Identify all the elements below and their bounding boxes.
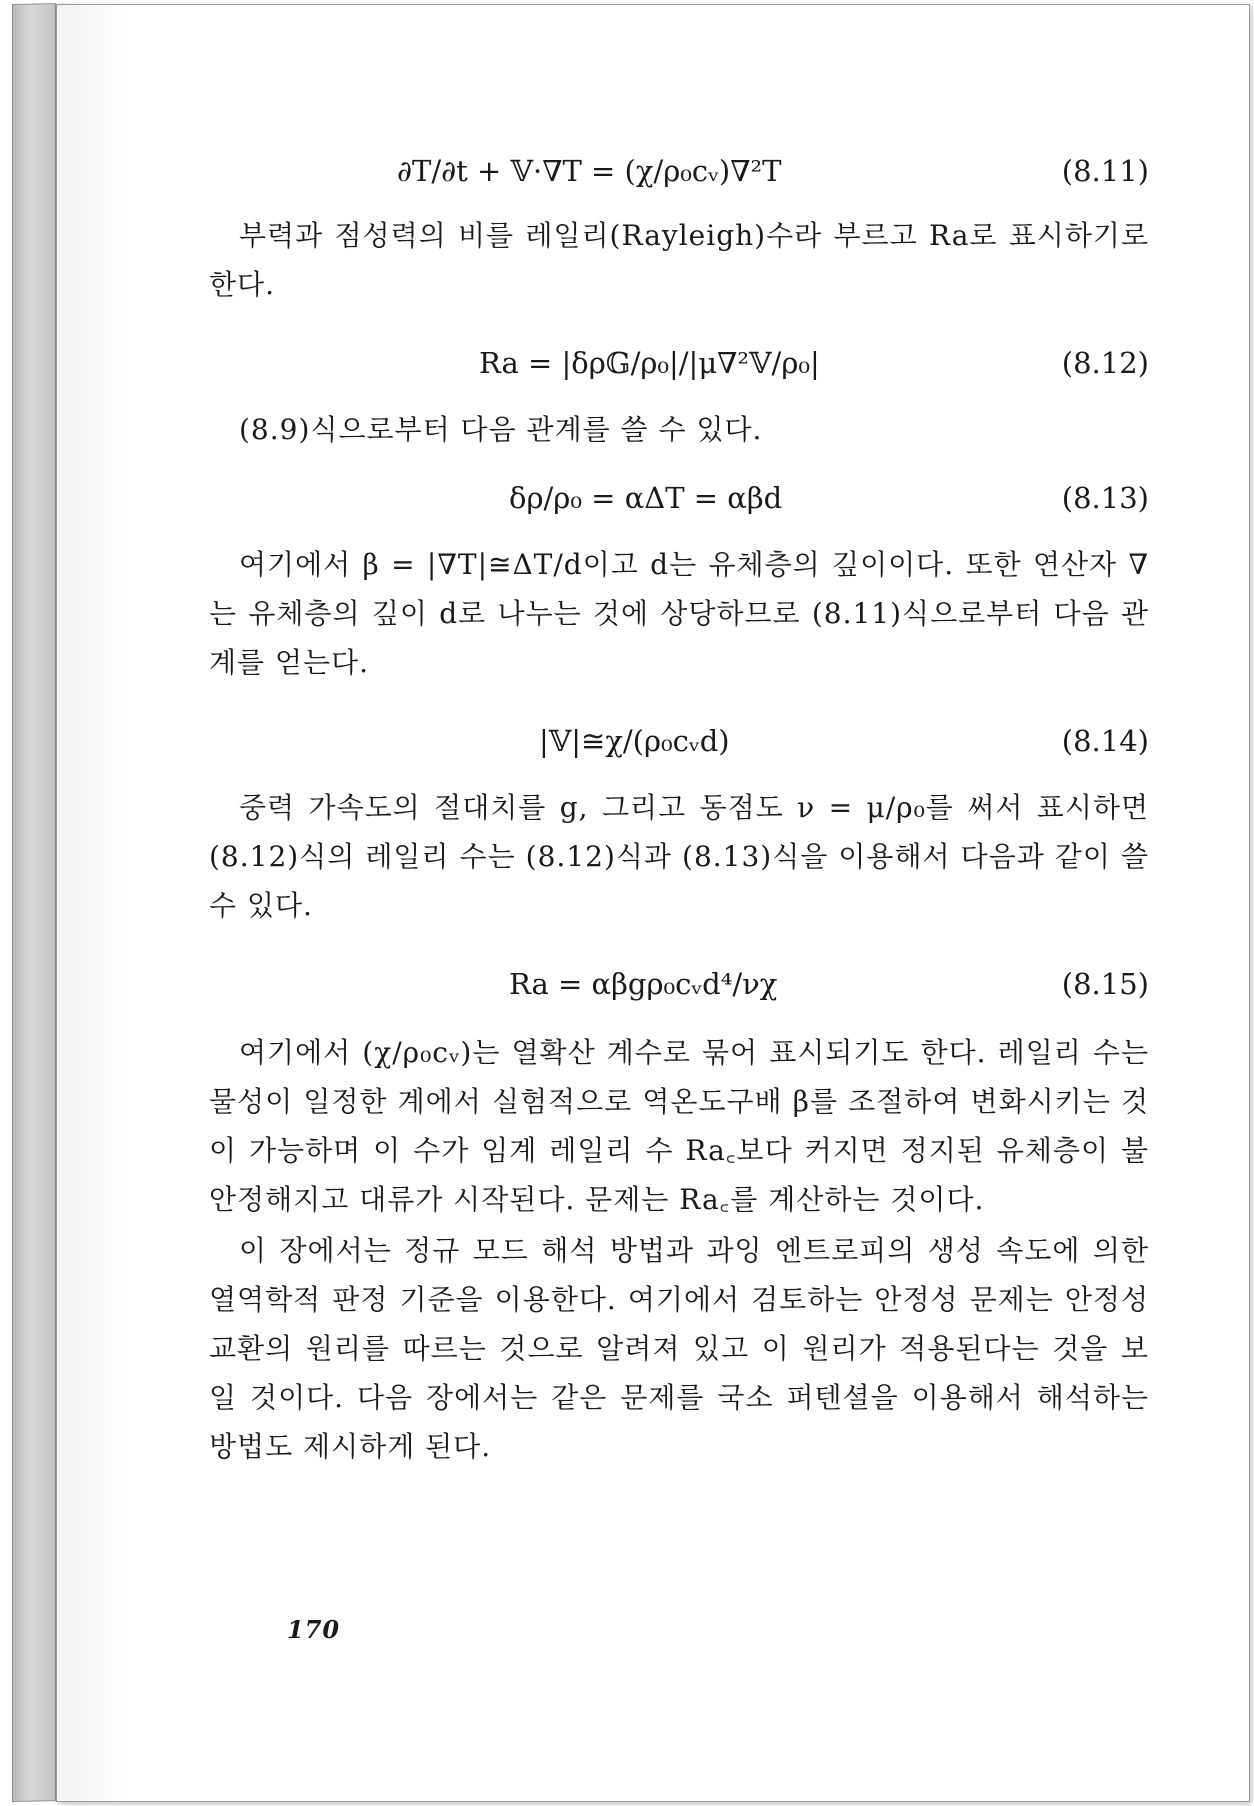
equation-number: (8.12) <box>1061 346 1149 380</box>
equation-8-15 <box>209 958 1149 1010</box>
paragraph: 이 장에서는 정규 모드 해석 방법과 과잉 엔트로피의 생성 속도에 의한 열역학적 판정 기준을 이용한다. 여기에서 검토하는 안정성 문제는 안정성 교환의 원리를 따르는 것으로 알려져 있고 이 원리가 적용된다는 것을 보일 것이다. 다음 장에서는 같은 문제를 국소 퍼텐셜을 이용해서 해석하는 방법도 제시하게 된다. <box>209 1234 1149 1463</box>
book <box>12 4 1250 1802</box>
book-page <box>56 4 1250 1802</box>
paragraph: (8.9)식으로부터 다음 관계를 쓸 수 있다. <box>239 413 763 446</box>
equation-8-11 <box>209 145 1149 197</box>
equation-formula: δρ/ρ₀ = αΔT = αβd <box>509 481 783 515</box>
equation-8-12 <box>209 337 1149 389</box>
equation-formula: ∂T/∂t + 𝕍·∇T = (χ/ρ₀cᵥ)∇²T <box>397 154 782 188</box>
equation-formula: Ra = |δρ𝔾/ρ₀|/|μ∇²𝕍/ρ₀| <box>479 346 820 380</box>
equation-8-13 <box>209 472 1149 524</box>
equation-number: (8.15) <box>1061 967 1149 1001</box>
equation-number: (8.14) <box>1061 724 1149 758</box>
paragraph: 여기에서 (χ/ρ₀cᵥ)는 열확산 계수로 묶어 표시되기도 한다. 레일리 수는 물성이 일정한 계에서 실험적으로 역온도구배 β를 조절하여 변화시키는 것이 가능하며 이 수가 임계 레일리 수 Ra꜀보다 커지면 정지된 유체층이 불안정해지고 대류가 시작된다. 문제는 Ra꜀를 계산하는 것이다. <box>209 1036 1149 1216</box>
equation-8-14 <box>209 715 1149 767</box>
paragraph: 여기에서 β = |∇T|≅ΔT/d이고 d는 유체층의 깊이이다. 또한 연산자 ∇는 유체층의 깊이 d로 나누는 것에 상당하므로 (8.11)식으로부터 다음 관계를 얻는다. <box>209 548 1149 679</box>
paragraph: 부력과 점성력의 비를 레일리(Rayleigh)수라 부르고 Ra로 표시하기로 한다. <box>209 219 1149 301</box>
equation-number: (8.13) <box>1061 481 1149 515</box>
page-number: 170 <box>287 1615 341 1644</box>
equation-formula: |𝕍|≅χ/(ρ₀cᵥd) <box>539 724 730 758</box>
book-spine <box>12 3 56 1802</box>
page-content <box>209 145 1149 1471</box>
equation-number: (8.11) <box>1061 154 1149 188</box>
paragraph: 중력 가속도의 절대치를 g, 그리고 동점도 ν = μ/ρ₀를 써서 표시하면 (8.12)식의 레일리 수는 (8.12)식과 (8.13)식을 이용해서 다음과 같이 쓸 수 있다. <box>209 791 1149 922</box>
equation-formula: Ra = αβgρ₀cᵥd⁴/νχ <box>509 967 778 1001</box>
